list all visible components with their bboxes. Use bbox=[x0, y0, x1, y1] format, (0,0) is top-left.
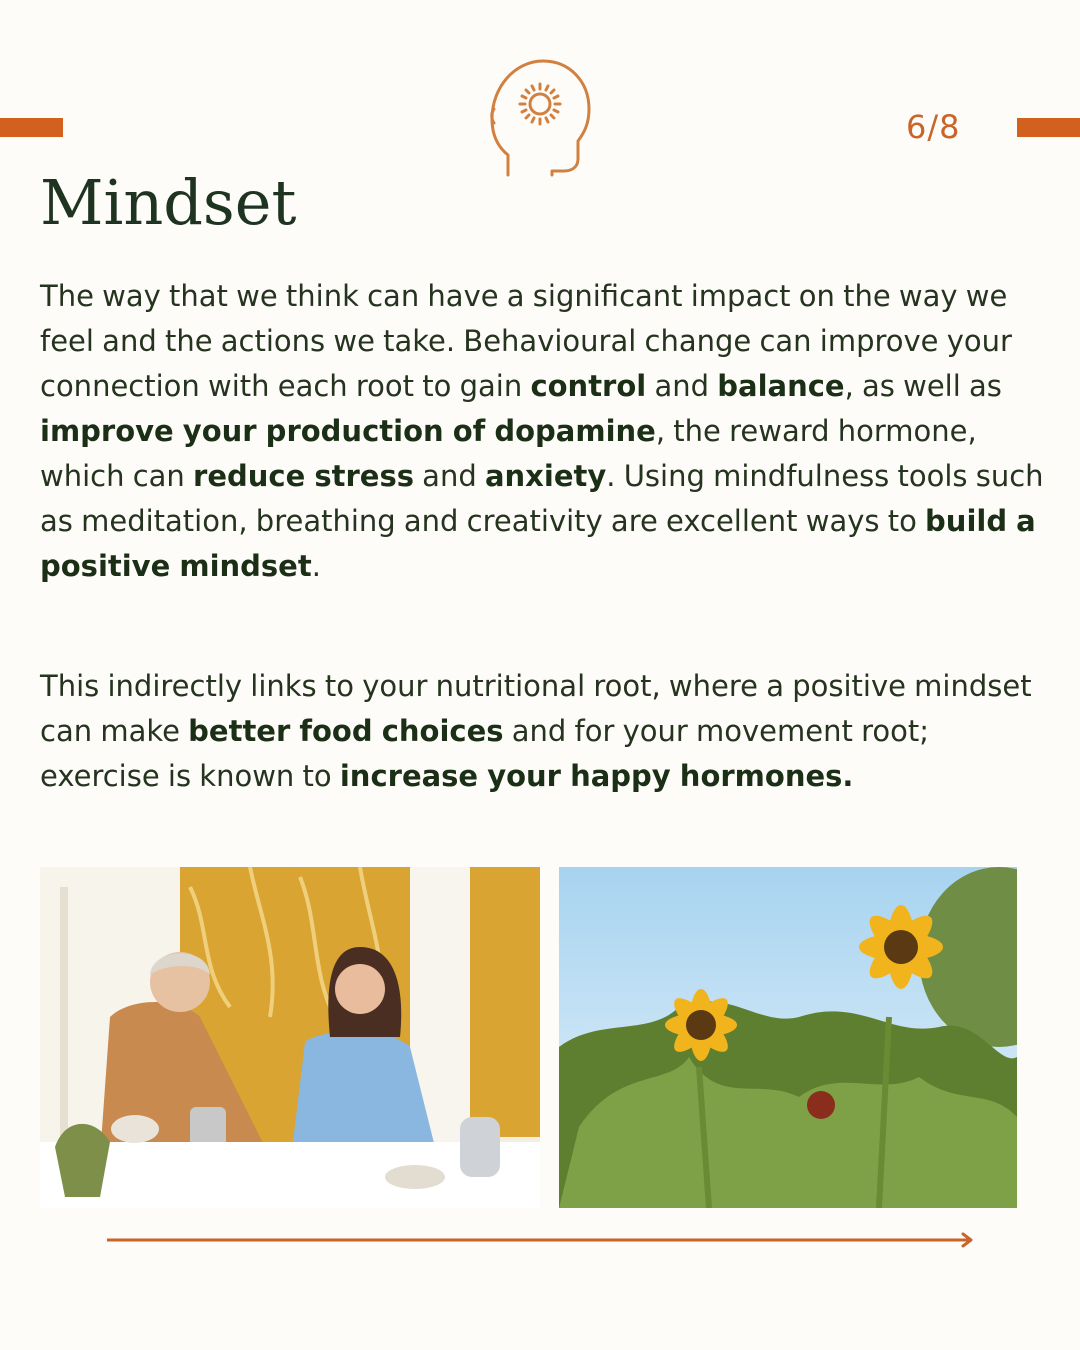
page-indicator: 6/8 bbox=[906, 108, 961, 146]
emphasis-text: anxiety bbox=[484, 459, 607, 493]
emphasis-text: better food choices bbox=[188, 714, 504, 748]
emphasis-text: increase your happy hormones. bbox=[339, 759, 854, 793]
photo-women-laughing bbox=[40, 867, 540, 1208]
photo-sunflowers bbox=[559, 867, 1017, 1208]
page-title: Mindset bbox=[40, 166, 297, 239]
emphasis-text: reduce stress bbox=[193, 459, 414, 493]
accent-bar-left bbox=[0, 118, 63, 137]
head-with-sun-icon bbox=[488, 57, 593, 177]
emphasis-text: improve your production of dopamine bbox=[40, 414, 656, 448]
emphasis-text: balance bbox=[717, 369, 845, 403]
arrow-right-icon bbox=[107, 1230, 975, 1250]
links-paragraph: This indirectly links to your nutritional root, where a positive mindset can make better food choices and for your movement root; exercise is known to increase your happy hormones. bbox=[40, 669, 1032, 793]
intro-paragraph: The way that we think can have a significant impact on the way we feel and the actions we take. Behavioural change can improve your connection with each root to gain control and balance, as well as improve your production of dopamine, the reward hormone, which can reduce stress and anxiety. Using mindfulness tools such as meditation, breathing and creativity are excellent ways to build a positive mindset. bbox=[40, 279, 1044, 583]
emphasis-text: control bbox=[530, 369, 647, 403]
emphasis-text: build a positive mindset bbox=[40, 504, 1036, 583]
accent-bar-right bbox=[1017, 118, 1080, 137]
